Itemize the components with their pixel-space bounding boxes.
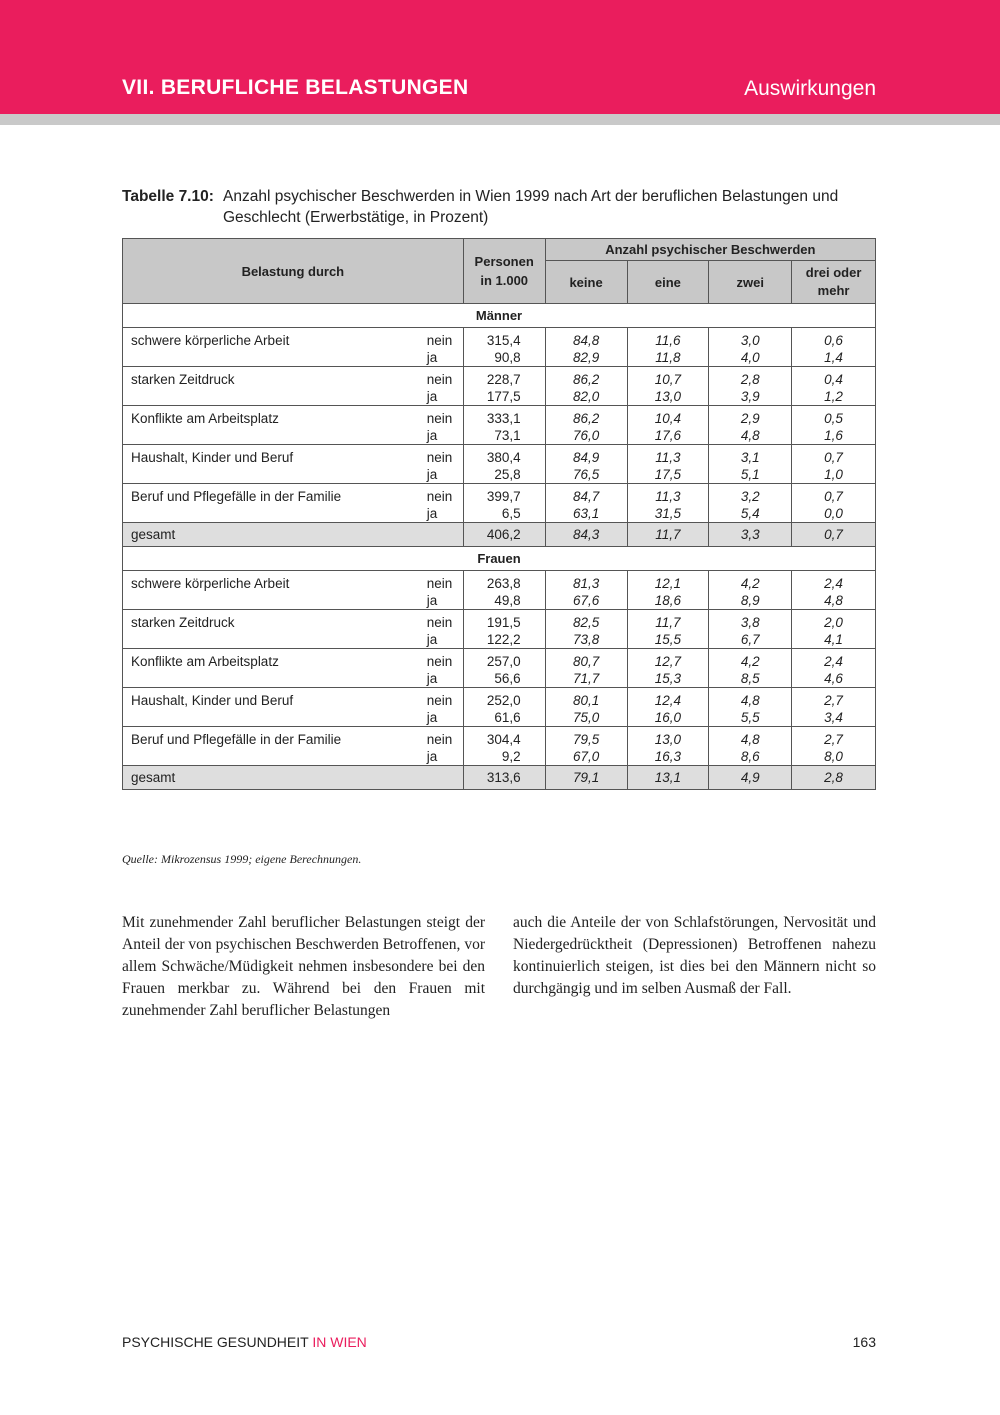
nein-label: nein [426,333,453,348]
header-zwei: zwei [709,261,792,304]
value-ja: 177,5 [486,389,521,404]
value-ja: 56,6 [494,671,521,686]
percent-cell [792,445,876,484]
percent-cell [792,328,876,367]
header-anzahl: Anzahl psychischer Beschwerden [545,239,875,261]
table-row [123,445,876,484]
nein-label: nein [426,693,453,708]
value-nein: 86,2 [572,372,600,387]
nein-ja-labels [427,445,463,484]
total-value: 2,8 [792,766,876,790]
header-divider [0,114,1000,125]
total-value: 84,3 [545,523,627,547]
percent-cell [627,727,709,766]
row-label: Beruf und Pflegefälle in der Familie [123,727,427,766]
value-nein: 0,7 [824,489,843,504]
value-nein: 86,2 [572,411,600,426]
percent-cell [709,484,792,523]
nein-ja-labels [427,328,463,367]
table-row [123,727,876,766]
nein-label: nein [426,411,453,426]
nein-ja-labels [427,649,463,688]
row-label: Konflikte am Arbeitsplatz [123,406,427,445]
value-ja: 5,5 [740,710,760,725]
percent-cell [792,406,876,445]
row-label: starken Zeitdruck [123,610,427,649]
nein-ja-labels [427,367,463,406]
percent-cell [627,610,709,649]
total-value: 4,9 [709,766,792,790]
value-ja: 122,2 [486,632,521,647]
value-ja: 90,8 [494,350,521,365]
percent-cell [792,727,876,766]
value-ja: 31,5 [654,506,682,521]
value-nein: 10,7 [654,372,682,387]
value-ja: 25,8 [494,467,521,482]
percent-cell [709,367,792,406]
value-nein: 84,9 [572,450,600,465]
percent-cell [627,649,709,688]
value-ja: 17,6 [654,428,682,443]
value-nein: 3,8 [740,615,760,630]
value-nein: 3,1 [740,450,760,465]
header-personen: Personen in 1.000 [463,239,545,304]
persons-cell [463,367,545,406]
value-nein: 263,8 [486,576,521,591]
nein-label: nein [426,372,453,387]
percent-cell [545,571,627,610]
header-keine: keine [545,261,627,304]
value-ja: 67,6 [572,593,600,608]
value-ja: 82,9 [572,350,600,365]
footer-publication-title [122,1334,367,1350]
row-label: Konflikte am Arbeitsplatz [123,649,427,688]
section-title: Männer [123,304,876,328]
persons-cell [463,571,545,610]
value-ja: 9,2 [501,749,521,764]
data-table [122,238,876,790]
value-ja: 1,4 [824,350,843,365]
percent-cell [792,649,876,688]
value-ja: 8,9 [740,593,760,608]
value-ja: 5,4 [740,506,760,521]
table-row [123,328,876,367]
chapter-title: VII. BERUFLICHE BELASTUNGEN [122,76,469,99]
total-value: 79,1 [545,766,627,790]
persons-cell [463,688,545,727]
value-ja: 0,0 [824,506,843,521]
row-label: schwere körperliche Arbeit [123,571,427,610]
value-nein: 333,1 [486,411,521,426]
value-nein: 0,4 [824,372,843,387]
percent-cell [627,484,709,523]
value-nein: 12,1 [654,576,682,591]
value-nein: 84,8 [572,333,600,348]
nein-label: nein [426,450,453,465]
percent-cell [792,571,876,610]
value-nein: 2,7 [824,693,843,708]
total-value: 0,7 [792,523,876,547]
value-ja: 4,6 [824,671,843,686]
persons-cell [463,328,545,367]
total-value: 13,1 [627,766,709,790]
value-ja: 13,0 [654,389,682,404]
persons-cell [463,445,545,484]
value-ja: 76,5 [572,467,600,482]
percent-cell [545,328,627,367]
value-nein: 12,4 [654,693,682,708]
percent-cell [545,484,627,523]
value-nein: 3,0 [740,333,760,348]
value-nein: 13,0 [654,732,682,747]
table-row [123,406,876,445]
nein-label: nein [426,576,453,591]
percent-cell [545,445,627,484]
value-ja: 82,0 [572,389,600,404]
nein-ja-labels [427,688,463,727]
ja-label: ja [426,632,438,647]
percent-cell [709,571,792,610]
ja-label: ja [426,593,438,608]
section-title: Auswirkungen [744,77,876,100]
ja-label: ja [426,428,438,443]
value-nein: 228,7 [486,372,521,387]
nein-ja-labels [427,610,463,649]
value-nein: 11,7 [655,615,681,630]
value-nein: 2,9 [740,411,760,426]
persons-cell [463,406,545,445]
nein-ja-labels [427,484,463,523]
page-number: 163 [852,1334,876,1350]
value-nein: 2,0 [824,615,843,630]
total-value: 406,2 [463,523,545,547]
value-ja: 4,8 [740,428,760,443]
value-nein: 80,7 [572,654,600,669]
value-nein: 4,8 [740,732,760,747]
value-ja: 71,7 [572,671,600,686]
value-ja: 11,8 [655,350,681,365]
total-value: 11,7 [627,523,709,547]
percent-cell [792,367,876,406]
ja-label: ja [426,389,438,404]
ja-label: ja [426,671,438,686]
value-ja: 76,0 [572,428,600,443]
value-ja: 3,4 [824,710,843,725]
percent-cell [545,727,627,766]
table-row [123,610,876,649]
value-nein: 10,4 [654,411,682,426]
table-row [123,649,876,688]
value-nein: 12,7 [654,654,682,669]
value-nein: 257,0 [486,654,521,669]
row-label: schwere körperliche Arbeit [123,328,427,367]
table-row [123,571,876,610]
section-header-row [123,547,876,571]
value-ja: 63,1 [572,506,600,521]
value-ja: 67,0 [572,749,600,764]
value-ja: 15,3 [654,671,682,686]
section-header-row [123,304,876,328]
percent-cell [545,406,627,445]
header-belastung: Belastung durch [123,239,464,304]
persons-cell [463,484,545,523]
value-nein: 4,2 [740,654,760,669]
value-nein: 11,3 [655,489,681,504]
total-row [123,523,876,547]
percent-cell [627,571,709,610]
value-nein: 11,3 [655,450,681,465]
value-ja: 8,6 [740,749,760,764]
value-nein: 0,6 [824,333,843,348]
value-nein: 304,4 [486,732,521,747]
header-eine: eine [627,261,709,304]
percent-cell [709,406,792,445]
persons-cell [463,649,545,688]
value-nein: 0,7 [824,450,843,465]
value-ja: 4,8 [824,593,843,608]
caption-text: Anzahl psychischer Beschwerden in Wien 1999 nach Art der beruflichen Belastungen und Geschlecht (Erwerbstätige, in Prozent) [223,188,839,226]
ja-label: ja [426,710,438,725]
value-ja: 18,6 [654,593,682,608]
value-ja: 17,5 [654,467,682,482]
row-label: starken Zeitdruck [123,367,427,406]
value-nein: 82,5 [572,615,600,630]
value-ja: 49,8 [494,593,521,608]
table-row [123,484,876,523]
body-text-column-1: Mit zunehmender Zahl beruflicher Belastungen steigt der Anteil der von psychischen Beschwerden Betroffenen, vor allem Schwäche/Müdigkeit nehmen insbesondere bei den Frauen merkbar zu. Während bei den Frauen mit zunehmender Zahl beruflicher Belastungen [122,914,485,1019]
nein-label: nein [426,489,453,504]
percent-cell [545,649,627,688]
value-ja: 5,1 [740,467,760,482]
value-nein: 4,8 [740,693,760,708]
caption-label: Tabelle 7.10: [122,188,214,205]
percent-cell [627,445,709,484]
nein-label: nein [426,732,453,747]
footer-title-main: PSYCHISCHE GESUNDHEIT [122,1334,309,1350]
nein-ja-labels [427,406,463,445]
row-label: Haushalt, Kinder und Beruf [123,445,427,484]
ja-label: ja [426,749,438,764]
value-nein: 191,5 [486,615,521,630]
percent-cell [709,727,792,766]
percent-cell [792,610,876,649]
percent-cell [709,328,792,367]
value-nein: 4,2 [740,576,760,591]
percent-cell [627,328,709,367]
value-ja: 1,2 [824,389,843,404]
value-nein: 11,6 [655,333,681,348]
value-ja: 16,3 [654,749,682,764]
value-nein: 3,2 [740,489,760,504]
value-ja: 1,6 [824,428,843,443]
value-ja: 73,8 [572,632,600,647]
value-ja: 6,7 [740,632,760,647]
nein-ja-labels [427,571,463,610]
value-nein: 80,1 [572,693,600,708]
percent-cell [627,406,709,445]
value-ja: 61,6 [494,710,521,725]
value-nein: 252,0 [486,693,521,708]
total-label: gesamt [123,523,464,547]
table-caption [122,186,882,228]
source-note: Quelle: Mikrozensus 1999; eigene Berechnungen. [122,852,362,866]
value-nein: 315,4 [486,333,521,348]
persons-cell [463,610,545,649]
value-ja: 6,5 [501,506,521,521]
percent-cell [545,367,627,406]
row-label: Beruf und Pflegefälle in der Familie [123,484,427,523]
value-nein: 2,8 [740,372,760,387]
value-nein: 399,7 [486,489,521,504]
value-nein: 380,4 [486,450,521,465]
value-nein: 81,3 [572,576,600,591]
percent-cell [545,688,627,727]
persons-cell [463,727,545,766]
percent-cell [545,610,627,649]
nein-ja-labels [427,727,463,766]
section-title: Frauen [123,547,876,571]
value-ja: 1,0 [824,467,843,482]
value-ja: 4,0 [740,350,760,365]
value-nein: 79,5 [572,732,600,747]
value-nein: 2,4 [824,654,843,669]
value-ja: 3,9 [740,389,760,404]
table-row [123,367,876,406]
value-ja: 8,0 [824,749,843,764]
nein-label: nein [426,654,453,669]
total-row [123,766,876,790]
body-text-column-2: auch die Anteile der von Schlafstörungen, Nervosität und Niedergedrücktheit (Depressionen) Betroffenen nahezu kontinuierlich steigen, ist dies bei den Männern nicht so durchgängig und im selben Ausmaß der Fall. [513,914,876,997]
value-nein: 84,7 [572,489,600,504]
value-ja: 8,5 [740,671,760,686]
percent-cell [709,445,792,484]
header-drei-oder-mehr: drei oder mehr [792,261,876,304]
percent-cell [627,367,709,406]
percent-cell [627,688,709,727]
percent-cell [792,688,876,727]
percent-cell [709,649,792,688]
total-value: 3,3 [709,523,792,547]
percent-cell [709,688,792,727]
value-ja: 75,0 [572,710,600,725]
percent-cell [709,610,792,649]
nein-label: nein [426,615,453,630]
value-nein: 2,4 [824,576,843,591]
value-nein: 2,7 [824,732,843,747]
value-ja: 73,1 [494,428,521,443]
value-ja: 16,0 [654,710,682,725]
row-label: Haushalt, Kinder und Beruf [123,688,427,727]
total-value: 313,6 [463,766,545,790]
ja-label: ja [426,467,438,482]
ja-label: ja [426,506,438,521]
percent-cell [792,484,876,523]
footer-title-accent: IN WIEN [312,1334,367,1350]
value-ja: 15,5 [654,632,682,647]
value-nein: 0,5 [824,411,843,426]
total-label: gesamt [123,766,464,790]
value-ja: 4,1 [824,632,843,647]
ja-label: ja [426,350,438,365]
table-row [123,688,876,727]
